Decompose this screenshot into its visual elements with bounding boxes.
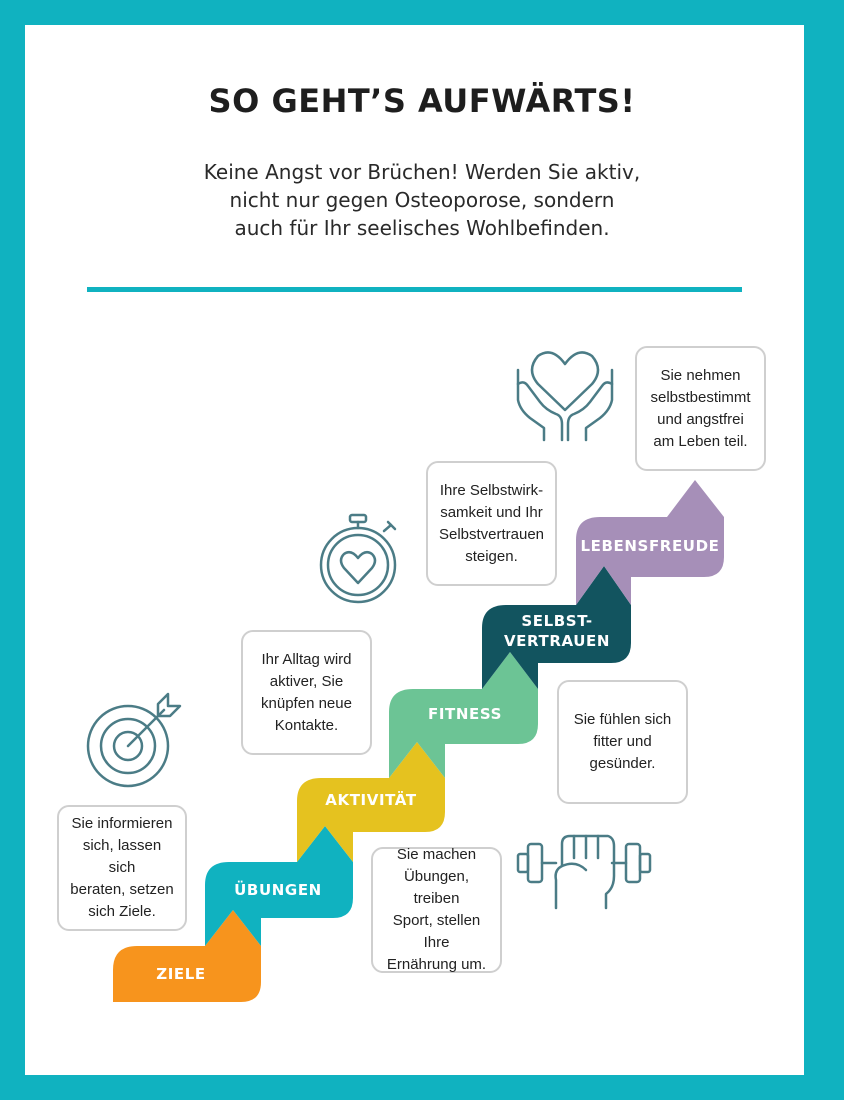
dumbbell-hand-icon <box>516 830 652 912</box>
info-box-selbstvertrauen <box>426 461 557 586</box>
target-icon <box>84 690 184 790</box>
stopwatch-heart-icon <box>318 513 400 605</box>
info-box-lebensfreude <box>635 346 766 471</box>
info-box-ziele <box>57 805 187 931</box>
step-label-selbstvertrauen: SELBST- VERTRAUEN <box>503 612 611 650</box>
info-box-text: Sie fühlen sich fitter und gesünder. <box>573 711 672 772</box>
subtitle-line: nicht nur gegen Osteoporose, sondern <box>229 188 615 212</box>
step-label-uebungen: ÜBUNGEN <box>234 881 322 899</box>
info-box-text: Ihr Alltag wird aktiver, Sie knüpfen neue Kontakte. <box>261 650 352 734</box>
step-label-fitness: FITNESS <box>428 705 502 723</box>
step-label-lebensfreude: LEBENSFREUDE <box>580 537 720 555</box>
info-box-aktivitaet <box>241 630 372 755</box>
subtitle-line: Keine Angst vor Brüchen! Werden Sie aktiv, <box>203 160 641 184</box>
info-box-uebungen <box>371 847 502 973</box>
page-title: SO GEHT’S AUFWÄRTS! <box>208 82 636 120</box>
hands-heart-icon <box>510 344 620 442</box>
info-box-text: Sie nehmen selbstbestimmt und angstfrei am Leben teil. <box>650 366 751 450</box>
subtitle-line: auch für Ihr seelisches Wohlbefinden. <box>234 216 610 240</box>
step-label-aktivitaet: AKTIVITÄT <box>325 791 417 809</box>
info-box-fitness <box>557 680 688 804</box>
info-box-text: Sie machen Übungen, treiben Sport, stellen Ihre Ernährung um. <box>386 846 487 973</box>
info-box-text: Sie informieren sich, lassen sich beraten, setzen sich Ziele. <box>70 815 174 920</box>
step-label-ziele: ZIELE <box>156 965 206 983</box>
info-box-text: Ihre Selbstwirk- samkeit und Ihr Selbstvertrauen steigen. <box>438 481 545 565</box>
